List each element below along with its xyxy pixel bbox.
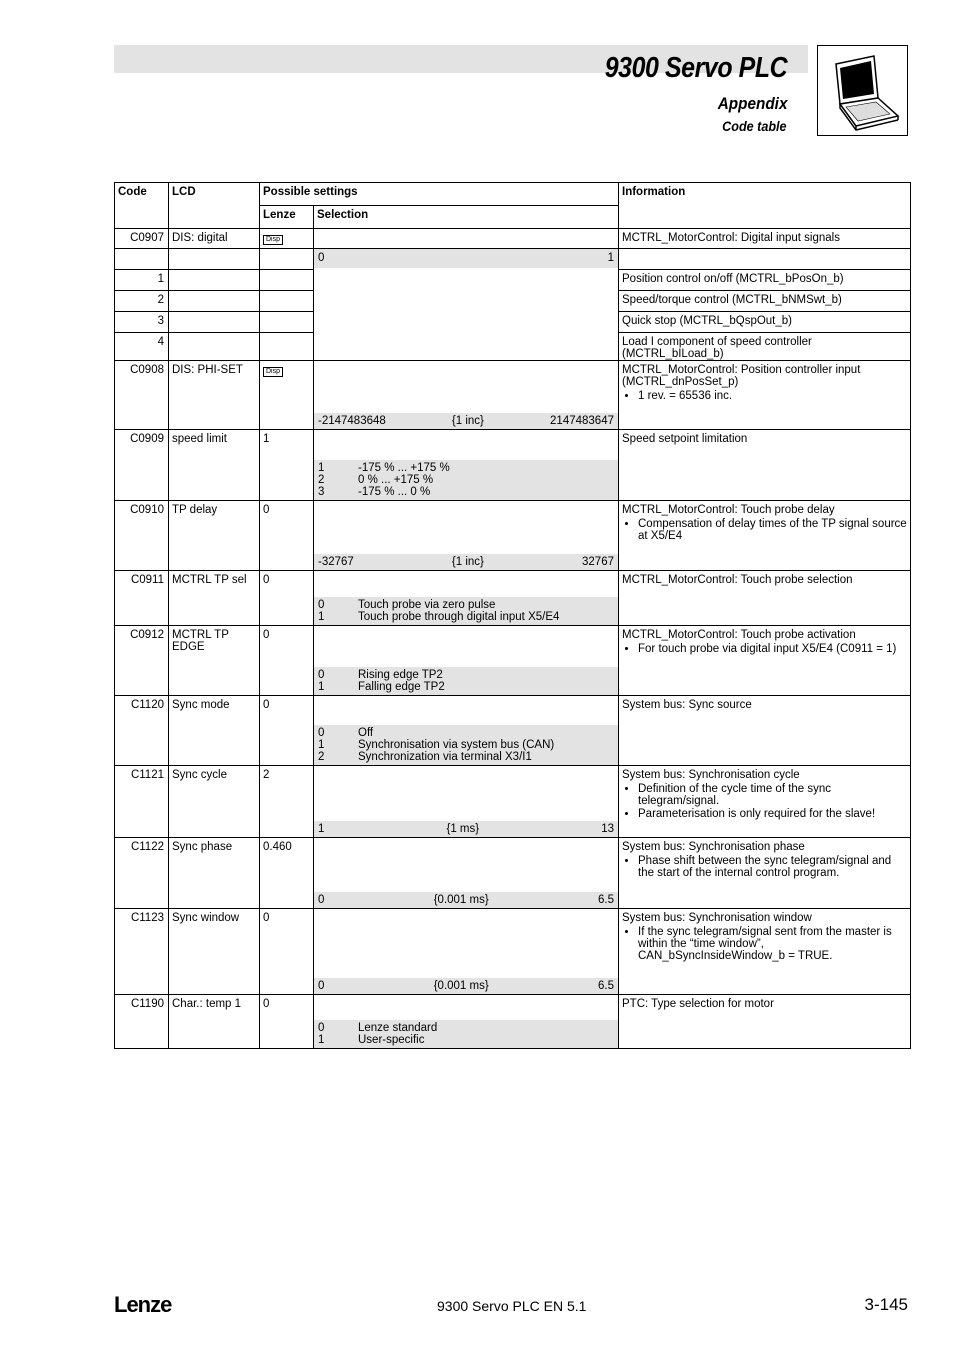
lenze-cell: 0	[260, 696, 314, 766]
info-cell: Quick stop (MCTRL_bQspOut_b)	[619, 312, 911, 333]
code-cell: C0911	[115, 571, 169, 626]
range-max: 1	[607, 252, 614, 264]
selection-cell: 0 Touch probe via zero pulse 1 Touch probe through digital input X5/E4	[314, 571, 619, 626]
lcd-cell: Char.: temp 1	[169, 995, 260, 1049]
header-information: Information	[619, 183, 911, 229]
table-row	[115, 626, 911, 696]
lcd-cell: MCTRL TP EDGE	[169, 626, 260, 696]
lenze-cell: 0	[260, 995, 314, 1049]
selection-cell: 0 Rising edge TP2 1 Falling edge TP2	[314, 626, 619, 696]
code-cell: C0908	[115, 361, 169, 430]
disp-badge: Disp	[263, 367, 283, 377]
table-row	[115, 249, 911, 270]
info-cell: Load I component of speed controller (MCTRL_bILoad_b)	[619, 333, 911, 361]
code-cell: C0909	[115, 430, 169, 501]
info-cell: PTC: Type selection for motor	[619, 995, 911, 1049]
code-cell: 4	[115, 333, 169, 361]
lcd-cell: Sync window	[169, 909, 260, 995]
header-possible-settings: Possible settings	[260, 183, 619, 206]
code-table	[114, 182, 911, 1049]
section-title: Code table	[722, 118, 787, 134]
lcd-cell: Sync cycle	[169, 766, 260, 838]
info-cell: System bus: Synchronisation phase • Phase shift between the sync telegram/signal and the start of the internal control program.	[619, 838, 911, 909]
lenze-cell: 0	[260, 571, 314, 626]
selection-cell: 0 {0.001 ms} 6.5	[314, 838, 619, 909]
info-cell: Position control on/off (MCTRL_bPosOn_b)	[619, 270, 911, 291]
code-cell: C1120	[115, 696, 169, 766]
lenze-cell: 2	[260, 766, 314, 838]
footer-doc-title: 9300 Servo PLC EN 5.1	[437, 1298, 587, 1314]
code-cell: C1122	[115, 838, 169, 909]
table-row	[115, 696, 911, 766]
info-cell: MCTRL_MotorControl: Touch probe activation • For touch probe via digital input X5/E4 (C0911 = 1)	[619, 626, 911, 696]
code-cell: C0910	[115, 501, 169, 571]
code-cell: C0912	[115, 626, 169, 696]
lcd-cell: DIS: PHI-SET	[169, 361, 260, 430]
table-row	[115, 766, 911, 838]
selection-cell: 0 Lenze standard 1 User-specific	[314, 995, 619, 1049]
selection-cell	[314, 229, 619, 249]
lcd-cell: DIS: digital	[169, 229, 260, 249]
range-min: 0	[318, 252, 325, 264]
header-selection: Selection	[314, 206, 619, 229]
code-cell: 1	[115, 270, 169, 291]
lcd-cell: MCTRL TP sel	[169, 571, 260, 626]
header-code: Code	[115, 183, 169, 229]
info-cell: MCTRL_MotorControl: Touch probe selection	[619, 571, 911, 626]
page-title: 9300 Servo PLC	[604, 52, 787, 84]
info-cell: Speed/torque control (MCTRL_bNMSwt_b)	[619, 291, 911, 312]
lenze-cell: 1	[260, 430, 314, 501]
code-cell: 3	[115, 312, 169, 333]
disp-badge: Disp	[263, 235, 283, 245]
table-row	[115, 909, 911, 995]
header-lcd: LCD	[169, 183, 260, 229]
info-cell: Speed setpoint limitation	[619, 430, 911, 501]
info-cell: System bus: Synchronisation cycle • Definition of the cycle time of the sync telegram/signal. • Parameterisation is only required for the slave!	[619, 766, 911, 838]
table-row	[115, 571, 911, 626]
code-cell: C0907	[115, 229, 169, 249]
lenze-cell: 0	[260, 909, 314, 995]
page-number: 3-145	[864, 1295, 908, 1314]
selection-cell: 0 Off 1 Synchronisation via system bus (CAN) 2 Synchronization via terminal X3/I1	[314, 696, 619, 766]
code-cell: C1121	[115, 766, 169, 838]
table-row	[115, 229, 911, 249]
info-cell: System bus: Sync source	[619, 696, 911, 766]
lcd-cell: TP delay	[169, 501, 260, 571]
table-row	[115, 501, 911, 571]
table-row	[115, 430, 911, 501]
selection-cell: 1 -175 % ... +175 % 2 0 % ... +175 % 3 -175 % ... 0 %	[314, 430, 619, 501]
lenze-cell	[260, 361, 314, 430]
table-row	[115, 361, 911, 430]
table-row	[115, 838, 911, 909]
info-cell: System bus: Synchronisation window • If the sync telegram/signal sent from the master is within the “time window”, CAN_bSyncInsideWindow_b = TRUE.	[619, 909, 911, 995]
range-row	[314, 249, 618, 268]
selection-cell: 1 {1 ms} 13	[314, 766, 619, 838]
table-row	[115, 995, 911, 1049]
lenze-cell: 0	[260, 501, 314, 571]
lcd-cell: Sync phase	[169, 838, 260, 909]
selection-cell	[314, 249, 619, 361]
lenze-cell	[260, 229, 314, 249]
code-cell: C1123	[115, 909, 169, 995]
lcd-cell: speed limit	[169, 430, 260, 501]
code-cell: 2	[115, 291, 169, 312]
info-cell: MCTRL_MotorControl: Digital input signals	[619, 229, 911, 249]
info-cell: MCTRL_MotorControl: Position controller input (MCTRL_dnPosSet_p) • 1 rev. = 65536 inc.	[619, 361, 911, 430]
lenze-cell: 0	[260, 626, 314, 696]
lenze-cell: 0.460	[260, 838, 314, 909]
brand-logo: Lenze	[114, 1292, 172, 1317]
lcd-cell: Sync mode	[169, 696, 260, 766]
selection-cell: -32767 {1 inc} 32767	[314, 501, 619, 571]
header-lenze: Lenze	[260, 206, 314, 229]
selection-cell: 0 {0.001 ms} 6.5	[314, 909, 619, 995]
laptop-icon	[817, 45, 908, 136]
code-cell: C1190	[115, 995, 169, 1049]
info-cell: MCTRL_MotorControl: Touch probe delay • Compensation of delay times of the TP signal source at X5/E4	[619, 501, 911, 571]
page-subtitle: Appendix	[717, 94, 787, 113]
selection-cell: -2147483648 {1 inc} 2147483647	[314, 361, 619, 430]
